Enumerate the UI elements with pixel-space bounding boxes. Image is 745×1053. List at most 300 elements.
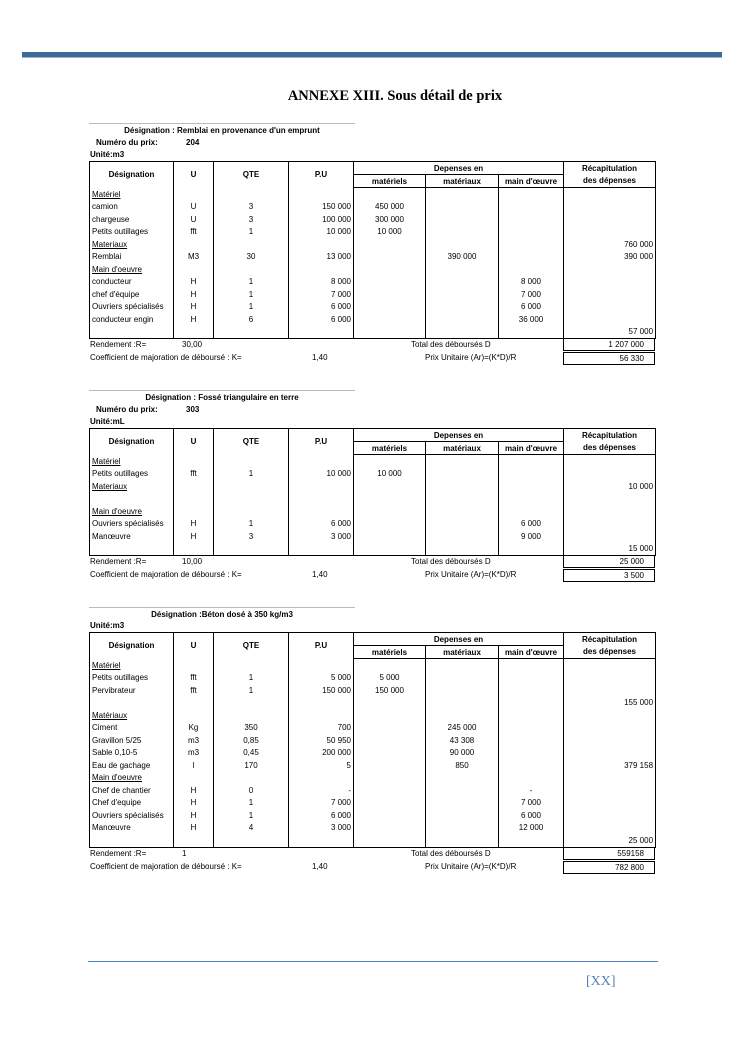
cell-unit: fft xyxy=(174,684,214,697)
cell-main-oeuvre xyxy=(499,226,564,239)
cell-materiaux: 90 000 xyxy=(426,747,499,760)
cell-materiels: 450 000 xyxy=(354,201,426,214)
cell-qte: 1 xyxy=(214,809,289,822)
cell-qte: 30 xyxy=(214,251,289,264)
col-header-materiels: matériels xyxy=(354,175,426,188)
cell-pu: 200 000 xyxy=(289,747,354,760)
cell-designation: conducteur engin xyxy=(90,313,174,326)
col-header-pu: P.U xyxy=(289,162,354,188)
cell-unit xyxy=(174,455,214,468)
cell-recap xyxy=(564,772,656,785)
cell-qte: 350 xyxy=(214,722,289,735)
table-row xyxy=(90,709,656,722)
price-number-label: Numéro du prix: xyxy=(96,405,158,414)
cell-pu xyxy=(289,659,354,672)
table-row xyxy=(90,301,656,314)
cell-designation xyxy=(90,697,174,710)
cell-main-oeuvre xyxy=(499,759,564,772)
cell-materiaux xyxy=(426,188,499,201)
cell-unit xyxy=(174,659,214,672)
cell-pu: 150 000 xyxy=(289,684,354,697)
table-row xyxy=(90,697,656,710)
cell-main-oeuvre xyxy=(499,834,564,847)
table-row xyxy=(90,238,656,251)
price-number-value: 204 xyxy=(186,138,200,147)
cell-unit: H xyxy=(174,822,214,835)
cell-designation: Main d'oeuvre xyxy=(90,772,174,785)
cell-designation: camion xyxy=(90,201,174,214)
cell-unit xyxy=(174,505,214,518)
cell-unit: m3 xyxy=(174,734,214,747)
cell-materiaux xyxy=(426,455,499,468)
cell-designation: Materiaux xyxy=(90,480,174,493)
cell-pu xyxy=(289,493,354,506)
cell-qte: 3 xyxy=(214,213,289,226)
cell-pu xyxy=(289,697,354,710)
cell-main-oeuvre xyxy=(499,493,564,506)
cell-recap xyxy=(564,301,656,314)
table-row xyxy=(90,276,656,289)
cell-qte: 0 xyxy=(214,784,289,797)
table-row xyxy=(90,797,656,810)
cell-main-oeuvre xyxy=(499,772,564,785)
cell-unit xyxy=(174,188,214,201)
cell-unit: H xyxy=(174,784,214,797)
cell-main-oeuvre xyxy=(499,480,564,493)
cell-materiels xyxy=(354,797,426,810)
cell-pu: 150 000 xyxy=(289,201,354,214)
table-row xyxy=(90,263,656,276)
cell-recap: 10 000 xyxy=(564,480,656,493)
unit-label: Unité:m3 xyxy=(90,621,125,630)
cell-pu: 100 000 xyxy=(289,213,354,226)
table-row xyxy=(90,530,656,543)
col-header-recap: Récapitulation xyxy=(564,429,656,442)
cell-materiels xyxy=(354,301,426,314)
col-header-materiels: matériels xyxy=(354,646,426,659)
table-row xyxy=(90,809,656,822)
col-header-recap2: des dépenses xyxy=(564,646,656,659)
cell-unit: U xyxy=(174,213,214,226)
table-row xyxy=(90,251,656,264)
table-row xyxy=(90,480,656,493)
cell-materiels: 10 000 xyxy=(354,468,426,481)
cell-unit: fft xyxy=(174,468,214,481)
table-row xyxy=(90,747,656,760)
cell-main-oeuvre xyxy=(499,468,564,481)
col-header-pu: P.U xyxy=(289,633,354,659)
cell-materiaux: 245 000 xyxy=(426,722,499,735)
cell-materiels xyxy=(354,697,426,710)
cell-materiels: 150 000 xyxy=(354,684,426,697)
cell-unit xyxy=(174,772,214,785)
cell-pu xyxy=(289,772,354,785)
cell-main-oeuvre xyxy=(499,238,564,251)
cell-recap xyxy=(564,530,656,543)
cell-materiels xyxy=(354,188,426,201)
cell-designation: Ouvriers spécialisés xyxy=(90,518,174,531)
cell-qte: 1 xyxy=(214,468,289,481)
cell-designation: Main d'oeuvre xyxy=(90,505,174,518)
cell-materiels xyxy=(354,251,426,264)
cell-unit: m3 xyxy=(174,747,214,760)
cell-recap xyxy=(564,722,656,735)
cell-unit: H xyxy=(174,301,214,314)
cell-materiaux xyxy=(426,518,499,531)
cell-qte: 1 xyxy=(214,301,289,314)
cell-materiaux xyxy=(426,709,499,722)
cell-recap xyxy=(564,276,656,289)
rendement-value: 10,00 xyxy=(182,556,203,566)
cell-main-oeuvre: 6 000 xyxy=(499,809,564,822)
cell-qte xyxy=(214,709,289,722)
cell-materiels xyxy=(354,480,426,493)
cell-materiaux xyxy=(426,834,499,847)
cell-qte xyxy=(214,455,289,468)
table-row xyxy=(90,759,656,772)
cell-materiels: 10 000 xyxy=(354,226,426,239)
cell-unit xyxy=(174,480,214,493)
header-rule-thin xyxy=(22,57,722,58)
col-header-u: U xyxy=(174,162,214,188)
cell-designation: Manœuvre xyxy=(90,822,174,835)
cell-materiels xyxy=(354,276,426,289)
cell-materiels xyxy=(354,734,426,747)
cell-pu xyxy=(289,188,354,201)
cell-designation: Matériel xyxy=(90,455,174,468)
cell-pu xyxy=(289,480,354,493)
col-header-pu: P.U xyxy=(289,429,354,455)
unit-label: Unité:mL xyxy=(90,417,125,426)
table-row xyxy=(90,288,656,301)
cell-designation: Matériel xyxy=(90,659,174,672)
coefficient-label: Coefficient de majoration de déboursé : K= xyxy=(90,862,242,871)
cell-pu xyxy=(289,505,354,518)
cell-designation: Petits outillages xyxy=(90,468,174,481)
cell-designation xyxy=(90,834,174,847)
rendement-label: Rendement :R= xyxy=(90,556,147,566)
cell-recap xyxy=(564,226,656,239)
cell-designation: conducteur xyxy=(90,276,174,289)
cell-main-oeuvre: - xyxy=(499,784,564,797)
rendement-label: Rendement :R= xyxy=(90,849,147,858)
col-header-materiaux: matériaux xyxy=(426,646,499,659)
cell-main-oeuvre: 7 000 xyxy=(499,797,564,810)
cell-recap xyxy=(564,263,656,276)
cell-pu: - xyxy=(289,784,354,797)
cell-pu: 6 000 xyxy=(289,313,354,326)
cell-qte: 1 xyxy=(214,684,289,697)
total-value: 1 207 000 xyxy=(563,338,655,351)
col-header-designation: Désignation xyxy=(90,429,174,455)
cell-designation: Ouvriers spécialisés xyxy=(90,809,174,822)
section-designation: Désignation : Remblai en provenance d'un emprunt xyxy=(89,123,355,137)
cell-materiels: 5 000 xyxy=(354,672,426,685)
cell-pu: 3 000 xyxy=(289,530,354,543)
cell-pu xyxy=(289,238,354,251)
table-row xyxy=(90,505,656,518)
cell-materiels xyxy=(354,709,426,722)
cell-unit xyxy=(174,834,214,847)
cell-main-oeuvre xyxy=(499,213,564,226)
cell-pu: 13 000 xyxy=(289,251,354,264)
cell-designation: Manœuvre xyxy=(90,530,174,543)
table-row xyxy=(90,455,656,468)
rendement-value: 30,00 xyxy=(182,340,203,350)
cell-qte: 3 xyxy=(214,530,289,543)
cell-materiels xyxy=(354,543,426,556)
cell-designation: Chef d'equipe xyxy=(90,797,174,810)
cell-materiaux xyxy=(426,276,499,289)
cell-designation xyxy=(90,326,174,339)
col-header-main-oeuvre: main d'œuvre xyxy=(499,442,564,455)
cell-materiaux: 850 xyxy=(426,759,499,772)
cell-materiaux xyxy=(426,493,499,506)
cell-recap xyxy=(564,518,656,531)
cell-designation: Petits outillages xyxy=(90,226,174,239)
total-value: 25 000 xyxy=(563,555,655,568)
cell-unit: H xyxy=(174,809,214,822)
prix-unitaire-value: 3 500 xyxy=(563,569,655,582)
cell-unit xyxy=(174,326,214,339)
cell-designation: chargeuse xyxy=(90,213,174,226)
cell-recap xyxy=(564,784,656,797)
cell-materiaux xyxy=(426,480,499,493)
cell-materiels xyxy=(354,659,426,672)
coefficient-value: 1,40 xyxy=(312,569,328,579)
col-header-materiaux: matériaux xyxy=(426,442,499,455)
cell-pu: 10 000 xyxy=(289,226,354,239)
cell-materiels xyxy=(354,518,426,531)
cell-main-oeuvre xyxy=(499,543,564,556)
cell-recap xyxy=(564,797,656,810)
col-header-depenses: Depenses en xyxy=(354,162,564,175)
cell-materiaux xyxy=(426,288,499,301)
price-number-value: 303 xyxy=(186,405,200,414)
cell-designation: chef d'équipe xyxy=(90,288,174,301)
cell-qte xyxy=(214,480,289,493)
cell-unit: U xyxy=(174,201,214,214)
cell-main-oeuvre xyxy=(499,734,564,747)
cell-materiaux xyxy=(426,772,499,785)
cell-materiels xyxy=(354,834,426,847)
cell-main-oeuvre xyxy=(499,455,564,468)
table-row xyxy=(90,834,656,847)
page-number: [XX] xyxy=(586,974,616,989)
cell-main-oeuvre xyxy=(499,188,564,201)
cell-qte xyxy=(214,772,289,785)
cell-unit: H xyxy=(174,518,214,531)
cell-pu xyxy=(289,263,354,276)
cell-materiels xyxy=(354,747,426,760)
cell-materiaux xyxy=(426,226,499,239)
cell-materiels xyxy=(354,822,426,835)
cell-recap: 155 000 xyxy=(564,697,656,710)
table-row xyxy=(90,188,656,201)
cell-main-oeuvre xyxy=(499,659,564,672)
cell-main-oeuvre: 8 000 xyxy=(499,276,564,289)
cell-materiaux xyxy=(426,468,499,481)
table-row xyxy=(90,722,656,735)
cell-recap xyxy=(564,455,656,468)
cell-designation: Materiaux xyxy=(90,238,174,251)
cell-unit xyxy=(174,238,214,251)
table-row xyxy=(90,659,656,672)
col-header-u: U xyxy=(174,429,214,455)
cell-recap xyxy=(564,493,656,506)
table-row xyxy=(90,493,656,506)
cell-materiels: 300 000 xyxy=(354,213,426,226)
cell-main-oeuvre xyxy=(499,747,564,760)
cell-materiels xyxy=(354,238,426,251)
cell-designation: Gravillon 5/25 xyxy=(90,734,174,747)
col-header-materiaux: matériaux xyxy=(426,175,499,188)
total-label: Total des déboursés D xyxy=(411,849,491,858)
table-row xyxy=(90,784,656,797)
cell-designation: Ciment xyxy=(90,722,174,735)
prix-unitaire-label: Prix Unitaire (Ar)=(K*D)/R xyxy=(425,569,517,579)
col-header-depenses: Depenses en xyxy=(354,633,564,646)
cell-qte: 1 xyxy=(214,518,289,531)
cell-recap xyxy=(564,734,656,747)
cell-main-oeuvre xyxy=(499,201,564,214)
cell-qte xyxy=(214,697,289,710)
cell-materiels xyxy=(354,263,426,276)
cell-qte xyxy=(214,326,289,339)
cell-qte: 0,85 xyxy=(214,734,289,747)
cell-pu: 7 000 xyxy=(289,288,354,301)
cell-materiels xyxy=(354,455,426,468)
coefficient-label: Coefficient de majoration de déboursé : K= xyxy=(90,569,242,579)
cell-materiels xyxy=(354,313,426,326)
col-header-recap2: des dépenses xyxy=(564,175,656,188)
cell-unit xyxy=(174,493,214,506)
cell-main-oeuvre: 9 000 xyxy=(499,530,564,543)
cell-unit: fft xyxy=(174,672,214,685)
cell-recap xyxy=(564,188,656,201)
rendement-value: 1 xyxy=(182,849,187,858)
cell-materiaux xyxy=(426,238,499,251)
cell-qte xyxy=(214,238,289,251)
cell-pu xyxy=(289,543,354,556)
table-row xyxy=(90,543,656,556)
cell-pu: 700 xyxy=(289,722,354,735)
cell-recap: 25 000 xyxy=(564,834,656,847)
cell-qte xyxy=(214,493,289,506)
cell-pu xyxy=(289,834,354,847)
cell-recap xyxy=(564,213,656,226)
cell-materiaux xyxy=(426,326,499,339)
col-header-qte: QTE xyxy=(214,633,289,659)
table-row xyxy=(90,313,656,326)
cell-recap: 15 000 xyxy=(564,543,656,556)
cell-recap: 760 000 xyxy=(564,238,656,251)
table-row xyxy=(90,672,656,685)
cell-pu: 8 000 xyxy=(289,276,354,289)
col-header-depenses: Depenses en xyxy=(354,429,564,442)
table-row xyxy=(90,226,656,239)
cell-recap: 379 158 xyxy=(564,759,656,772)
cell-qte: 1 xyxy=(214,226,289,239)
cell-qte: 1 xyxy=(214,797,289,810)
unit-label: Unité:m3 xyxy=(90,150,125,159)
cell-unit: Kg xyxy=(174,722,214,735)
cell-materiaux xyxy=(426,543,499,556)
cell-pu: 7 000 xyxy=(289,797,354,810)
cell-materiaux: 43 308 xyxy=(426,734,499,747)
cell-pu: 6 000 xyxy=(289,301,354,314)
col-header-main-oeuvre: main d'œuvre xyxy=(499,175,564,188)
cell-main-oeuvre xyxy=(499,505,564,518)
col-header-recap: Récapitulation xyxy=(564,633,656,646)
cell-designation: Matériaux xyxy=(90,709,174,722)
cell-recap xyxy=(564,747,656,760)
cell-qte: 1 xyxy=(214,276,289,289)
price-table xyxy=(89,428,656,556)
cell-unit: l xyxy=(174,759,214,772)
cell-qte xyxy=(214,263,289,276)
total-label: Total des déboursés D xyxy=(411,556,491,566)
cell-materiels xyxy=(354,759,426,772)
cell-designation: Sable 0,10-5 xyxy=(90,747,174,760)
coefficient-value: 1,40 xyxy=(312,862,328,871)
cell-main-oeuvre xyxy=(499,672,564,685)
coefficient-label: Coefficient de majoration de déboursé : K= xyxy=(90,353,242,363)
cell-qte: 1 xyxy=(214,288,289,301)
cell-recap: 57 000 xyxy=(564,326,656,339)
cell-materiels xyxy=(354,772,426,785)
prix-unitaire-label: Prix Unitaire (Ar)=(K*D)/R xyxy=(425,862,517,871)
cell-materiels xyxy=(354,326,426,339)
cell-designation: Remblai xyxy=(90,251,174,264)
price-number xyxy=(96,136,199,149)
cell-materiels xyxy=(354,288,426,301)
cell-designation: Main d'oeuvre xyxy=(90,263,174,276)
cell-main-oeuvre xyxy=(499,263,564,276)
cell-pu: 5 000 xyxy=(289,672,354,685)
col-header-designation: Désignation xyxy=(90,633,174,659)
cell-designation: Matériel xyxy=(90,188,174,201)
cell-materiels xyxy=(354,784,426,797)
cell-unit: H xyxy=(174,797,214,810)
cell-pu xyxy=(289,326,354,339)
col-header-u: U xyxy=(174,633,214,659)
total-value: 559158 xyxy=(563,847,655,860)
table-row xyxy=(90,201,656,214)
cell-materiaux xyxy=(426,301,499,314)
cell-recap xyxy=(564,822,656,835)
cell-materiaux xyxy=(426,822,499,835)
cell-materiaux xyxy=(426,530,499,543)
cell-designation: Ouvriers spécialisés xyxy=(90,301,174,314)
cell-pu: 6 000 xyxy=(289,809,354,822)
cell-recap xyxy=(564,505,656,518)
cell-designation: Pervibrateur xyxy=(90,684,174,697)
cell-recap xyxy=(564,288,656,301)
cell-materiaux: 390 000 xyxy=(426,251,499,264)
cell-materiaux xyxy=(426,201,499,214)
cell-materiaux xyxy=(426,659,499,672)
cell-qte xyxy=(214,659,289,672)
cell-recap xyxy=(564,659,656,672)
cell-materiaux xyxy=(426,505,499,518)
cell-materiaux xyxy=(426,684,499,697)
cell-unit: H xyxy=(174,288,214,301)
cell-designation: Chef de chantier xyxy=(90,784,174,797)
coefficient-value: 1,40 xyxy=(312,353,328,363)
cell-materiaux xyxy=(426,809,499,822)
cell-materiaux xyxy=(426,672,499,685)
